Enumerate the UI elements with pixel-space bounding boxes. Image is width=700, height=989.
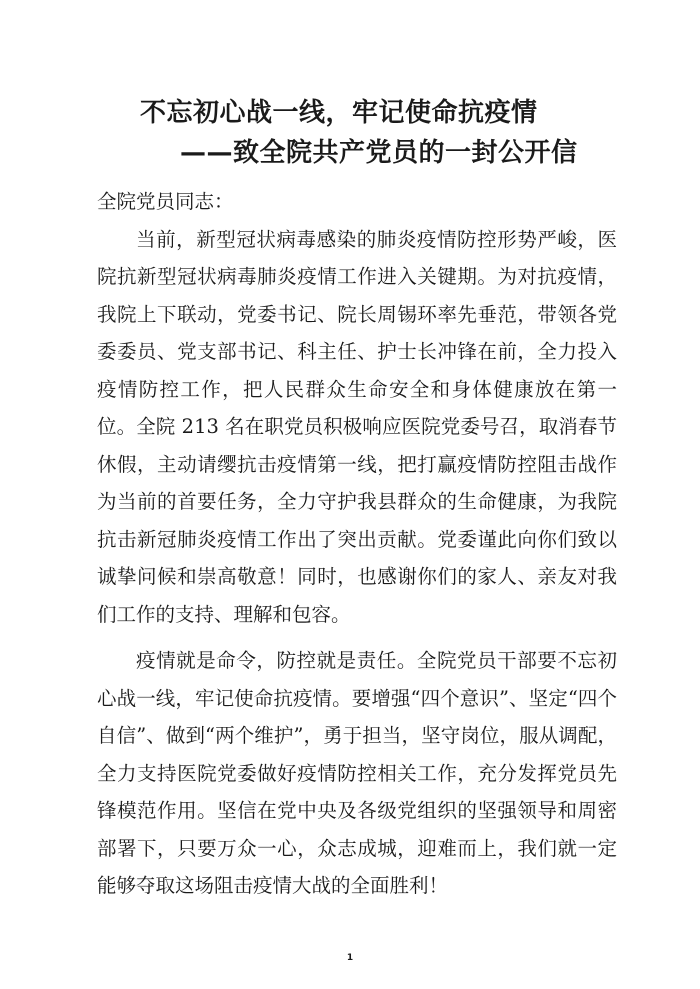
page-number: 1 [346, 953, 354, 963]
document-subtitle: ——致全院共产党员的一封公开信 [180, 138, 578, 168]
paragraph-2: 疫情就是命令，防控就是责任。全院党员干部要不忘初心战一线，牢记使命抗疫情。要增强“四个意识”、坚定“四个自信”、做到“两个维护”，勇于担当，坚守岗位，服从调配，全力支持医院党委做好疫情防控相关工作，充分发挥党员先锋模范作用。坚信在党中央及各级党组织的坚强领导和周密部署下，只要万众一心，众志成城，迎难而上，我们就一定能够夺取这场阻击疫情大战的全面胜利！ [97, 649, 617, 897]
letter-body [97, 183, 617, 905]
document-title: 不忘初心战一线，牢记使命抗疫情 [140, 98, 538, 128]
paragraph-1: 当前，新型冠状病毒感染的肺炎疫情防控形势严峻，医院抗新型冠状病毒肺炎疫情工作进入关键期。为对抗疫情，我院上下联动，党委书记、院长周锡环率先垂范，带领各党委委员、党支部书记、科主任、护士长冲锋在前，全力投入疫情防控工作，把人民群众生命安全和身体健康放在第一位。全院 213 名在职党员积极响应医院党委号召，取消春节休假，主动请缨抗击疫情第一线，把打赢疫情防控阻击战作为当前的首要任务，全力守护我县群众的生命健康，为我院抗击新冠肺炎疫情工作出了突出贡献。党委谨此向你们致以诚挚问候和崇高敬意！同时，也感谢你们的家人、亲友对我们工作的支持、理解和包容。 [97, 227, 617, 626]
salutation: 全院党员同志： [97, 190, 234, 213]
